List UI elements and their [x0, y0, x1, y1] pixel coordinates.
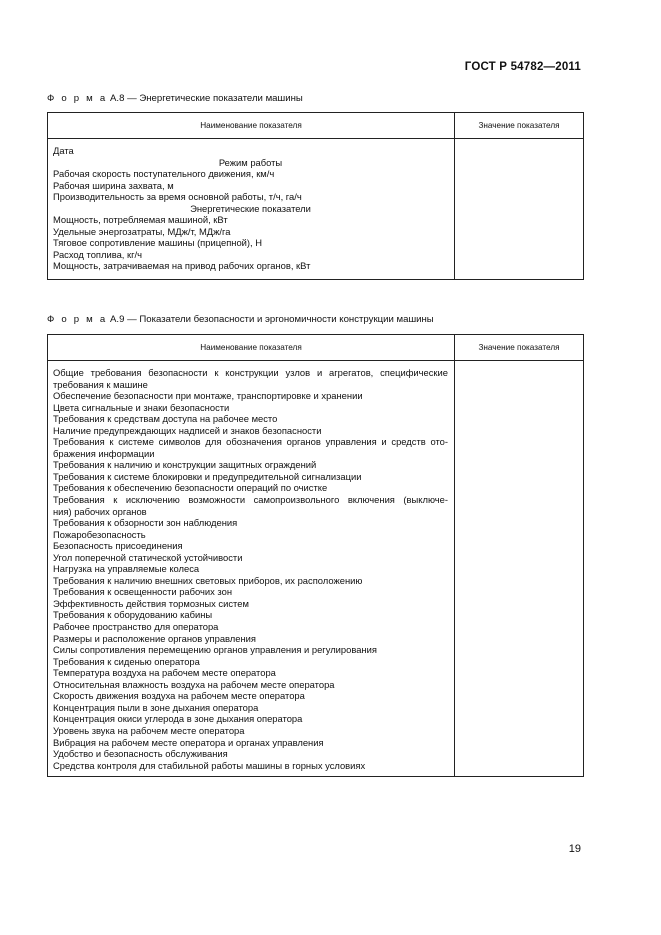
- form-a8-caption-title: А.8 — Энергетические показатели машины: [107, 93, 303, 104]
- list-item: Нагрузка на управляемые колеса: [53, 563, 200, 575]
- form-a9-table: [47, 334, 584, 777]
- list-item: Требования к сиденью оператора: [53, 655, 200, 667]
- list-item: Дата: [53, 145, 74, 156]
- list-item: Обеспечение безопасности при монтаже, транспортировке и хранении: [53, 390, 363, 402]
- list-item: Мощность, потребляемая машиной, кВт: [53, 214, 228, 226]
- form-a8-col-value: Значение показателя: [455, 113, 584, 139]
- list-item: Скорость движения воздуха на рабочем месте оператора: [53, 690, 305, 702]
- form-a8-table: [47, 112, 584, 280]
- list-item: Общие требования безопасности к конструкции узлов и агрегатов, специфические: [53, 367, 448, 378]
- list-item: Относительная влажность воздуха на рабочем месте оператора: [53, 678, 335, 690]
- list-item: Требования к наличию внешних световых приборов, их расположению: [53, 574, 363, 586]
- list-item: Требования к обеспечению безопасности операций по очистке: [53, 482, 328, 494]
- list-item: Требования к освещенности рабочих зон: [53, 586, 233, 598]
- list-item: Концентрация окиси углерода в зоне дыхания оператора: [53, 713, 303, 725]
- form-a9-caption: [47, 314, 434, 325]
- list-item: Средства контроля для стабильной работы машины в горных условиях: [53, 759, 366, 771]
- page-number: 19: [568, 843, 581, 855]
- form-a8-col-name: Наименование показателя: [48, 113, 455, 139]
- list-item: Безопасность присоединения: [53, 540, 183, 552]
- form-a9-caption-prefix: Ф о р м а: [47, 314, 108, 325]
- list-item: Тяговое сопротивление машины (прицепной), Н: [53, 237, 262, 249]
- list-item: Требования к оборудованию кабины: [53, 609, 213, 621]
- list-item: Уровень звука на рабочем месте оператора: [53, 724, 245, 736]
- list-item: Производительность за время основной работы, т/ч, га/ч: [53, 191, 302, 203]
- list-item: Рабочее пространство для оператора: [53, 621, 219, 633]
- list-item: Эффективность действия тормозных систем: [53, 597, 249, 609]
- list-item: Требования к системе блокировки и предупредительной сигнализации: [53, 470, 362, 482]
- form-a9-header-row: [48, 335, 584, 361]
- form-a9-col-value: Значение показателя: [455, 335, 584, 361]
- list-item: Требования к средствам доступа на рабочее место: [53, 413, 278, 425]
- form-a9-body-row: [48, 361, 584, 777]
- list-item: Мощность, затрачиваемая на привод рабочих органов, кВт: [53, 260, 311, 272]
- list-item: Температура воздуха на рабочем месте оператора: [53, 667, 276, 679]
- section-heading: Режим работы: [218, 156, 283, 168]
- list-item: Угол поперечной статической устойчивости: [53, 551, 243, 563]
- list-item: бражения информации: [53, 447, 155, 459]
- list-item: Вибрация на рабочем месте оператора и органах управления: [53, 736, 324, 748]
- list-item: Наличие предупреждающих надписей и знаков безопасности: [53, 424, 322, 436]
- list-item: Требования к исключению возможности самопроизвольного включения (выключе-: [53, 494, 448, 506]
- form-a8-header-row: [48, 113, 584, 139]
- form-a9-values-cell: [455, 361, 584, 777]
- list-item: Концентрация пыли в зоне дыхания оператора: [53, 701, 259, 713]
- section-heading: Энергетические показатели: [190, 202, 311, 214]
- list-item: Размеры и расположение органов управления: [53, 632, 256, 644]
- form-a8-caption: [47, 93, 303, 104]
- form-a9-caption-title: А.9 — Показатели безопасности и эргономичности конструкции машины: [107, 314, 434, 325]
- list-item: Требования к наличию и конструкции защитных ограждений: [53, 459, 317, 471]
- list-item: Рабочая скорость поступательного движения, км/ч: [53, 168, 275, 180]
- form-a9-names-cell: [48, 361, 455, 777]
- document-code: ГОСТ Р 54782—2011: [464, 61, 581, 73]
- form-a9-col-name: Наименование показателя: [48, 335, 455, 361]
- list-item: ния) рабочих органов: [53, 505, 147, 517]
- list-item: Рабочая ширина захвата, м: [53, 179, 174, 191]
- form-a8-body-row: [48, 139, 584, 280]
- list-item: Расход топлива, кг/ч: [53, 248, 143, 260]
- list-item: Цвета сигнальные и знаки безопасности: [53, 401, 230, 413]
- form-a8-names-cell: [48, 139, 455, 280]
- list-item: Силы сопротивления перемещению органов управления и регулирования: [53, 644, 377, 656]
- form-a8-values-cell: [455, 139, 584, 280]
- list-item: Удельные энергозатраты, МДж/т, МДж/га: [53, 225, 231, 237]
- list-item: Требования к системе символов для обозначения органов управления и средств ото-: [53, 436, 448, 448]
- list-item: Требования к обзорности зон наблюдения: [53, 517, 238, 529]
- list-item: требования к машине: [53, 378, 148, 390]
- form-a8-caption-prefix: Ф о р м а: [47, 93, 108, 104]
- list-item: Удобство и безопасность обслуживания: [53, 748, 228, 760]
- list-item: Пожаробезопасность: [53, 528, 146, 540]
